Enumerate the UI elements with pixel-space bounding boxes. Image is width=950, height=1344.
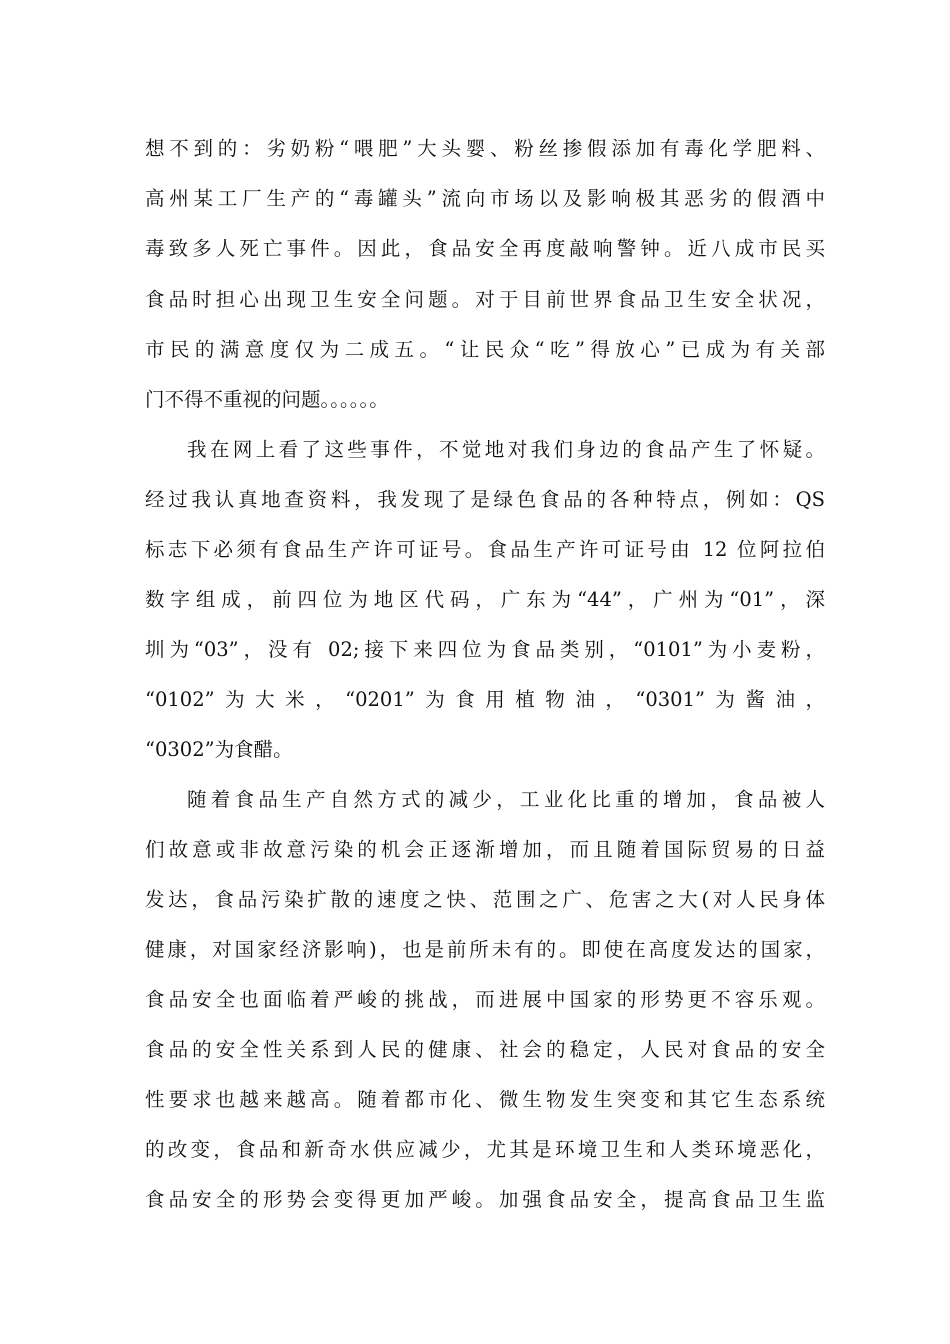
paragraph-2-line-4: 数字组成，前四位为地区代码，广东为“44”，广州为“01”，深 [145,588,825,611]
paragraph-3-line-3: 发达，食品污染扩散的速度之快、范围之广、危害之大(对人民身体 [145,888,825,911]
paragraph-2-line-5: 圳为“03”，没有 02;接下来四位为食品类别，“0101”为小麦粉， [145,638,825,661]
paragraph-1-line-4: 食品时担心出现卫生安全问题。对于目前世界食品卫生安全状况， [145,288,825,311]
paragraph-2-line-3: 标志下必须有食品生产许可证号。食品生产许可证号由 12 位阿拉伯 [145,538,825,561]
paragraph-3-line-8: 的改变，食品和新奇水供应减少，尤其是环境卫生和人类环境恶化， [145,1138,825,1161]
paragraph-1-line-2: 高州某工厂生产的“毒罐头”流向市场以及影响极其恶劣的假酒中 [145,187,825,210]
paragraph-2-line-1: 我在网上看了这些事件，不觉地对我们身边的食品产生了怀疑。 [187,438,825,461]
paragraph-2-line-2: 经过我认真地查资料，我发现了是绿色食品的各种特点，例如：QS [145,488,825,511]
paragraph-3-line-5: 食品安全也面临着严峻的挑战，而进展中国家的形势更不容乐观。 [145,988,825,1011]
paragraph-3-line-1: 随着食品生产自然方式的减少，工业化比重的增加，食品被人 [187,788,825,811]
paragraph-1-line-6: 门不得不重视的问题。。。。。。 [145,388,389,411]
paragraph-3-line-4: 健康，对国家经济影响)，也是前所未有的。即使在高度发达的国家， [145,938,825,961]
paragraph-3-line-9: 食品安全的形势会变得更加严峻。加强食品安全，提高食品卫生监 [145,1188,825,1211]
paragraph-3-line-2: 们故意或非故意污染的机会正逐渐增加，而且随着国际贸易的日益 [145,838,825,861]
paragraph-3-line-6: 食品的安全性关系到人民的健康、社会的稳定，人民对食品的安全 [145,1038,825,1061]
paragraph-2-line-7: “0302”为食醋。 [145,738,293,761]
paragraph-1-line-5: 市民的满意度仅为二成五。“让民众“吃”得放心”已成为有关部 [145,338,825,361]
paragraph-1-line-3: 毒致多人死亡事件。因此，食品安全再度敲响警钟。近八成市民买 [145,237,825,260]
paragraph-2-line-6: “0102”为大米，“0201”为食用植物油，“0301”为酱油， [145,688,825,711]
paragraph-3-line-7: 性要求也越来越高。随着都市化、微生物发生突变和其它生态系统 [145,1088,825,1111]
paragraph-1-line-1: 想不到的：劣奶粉“喂肥”大头婴、粉丝掺假添加有毒化学肥料、 [145,137,825,160]
